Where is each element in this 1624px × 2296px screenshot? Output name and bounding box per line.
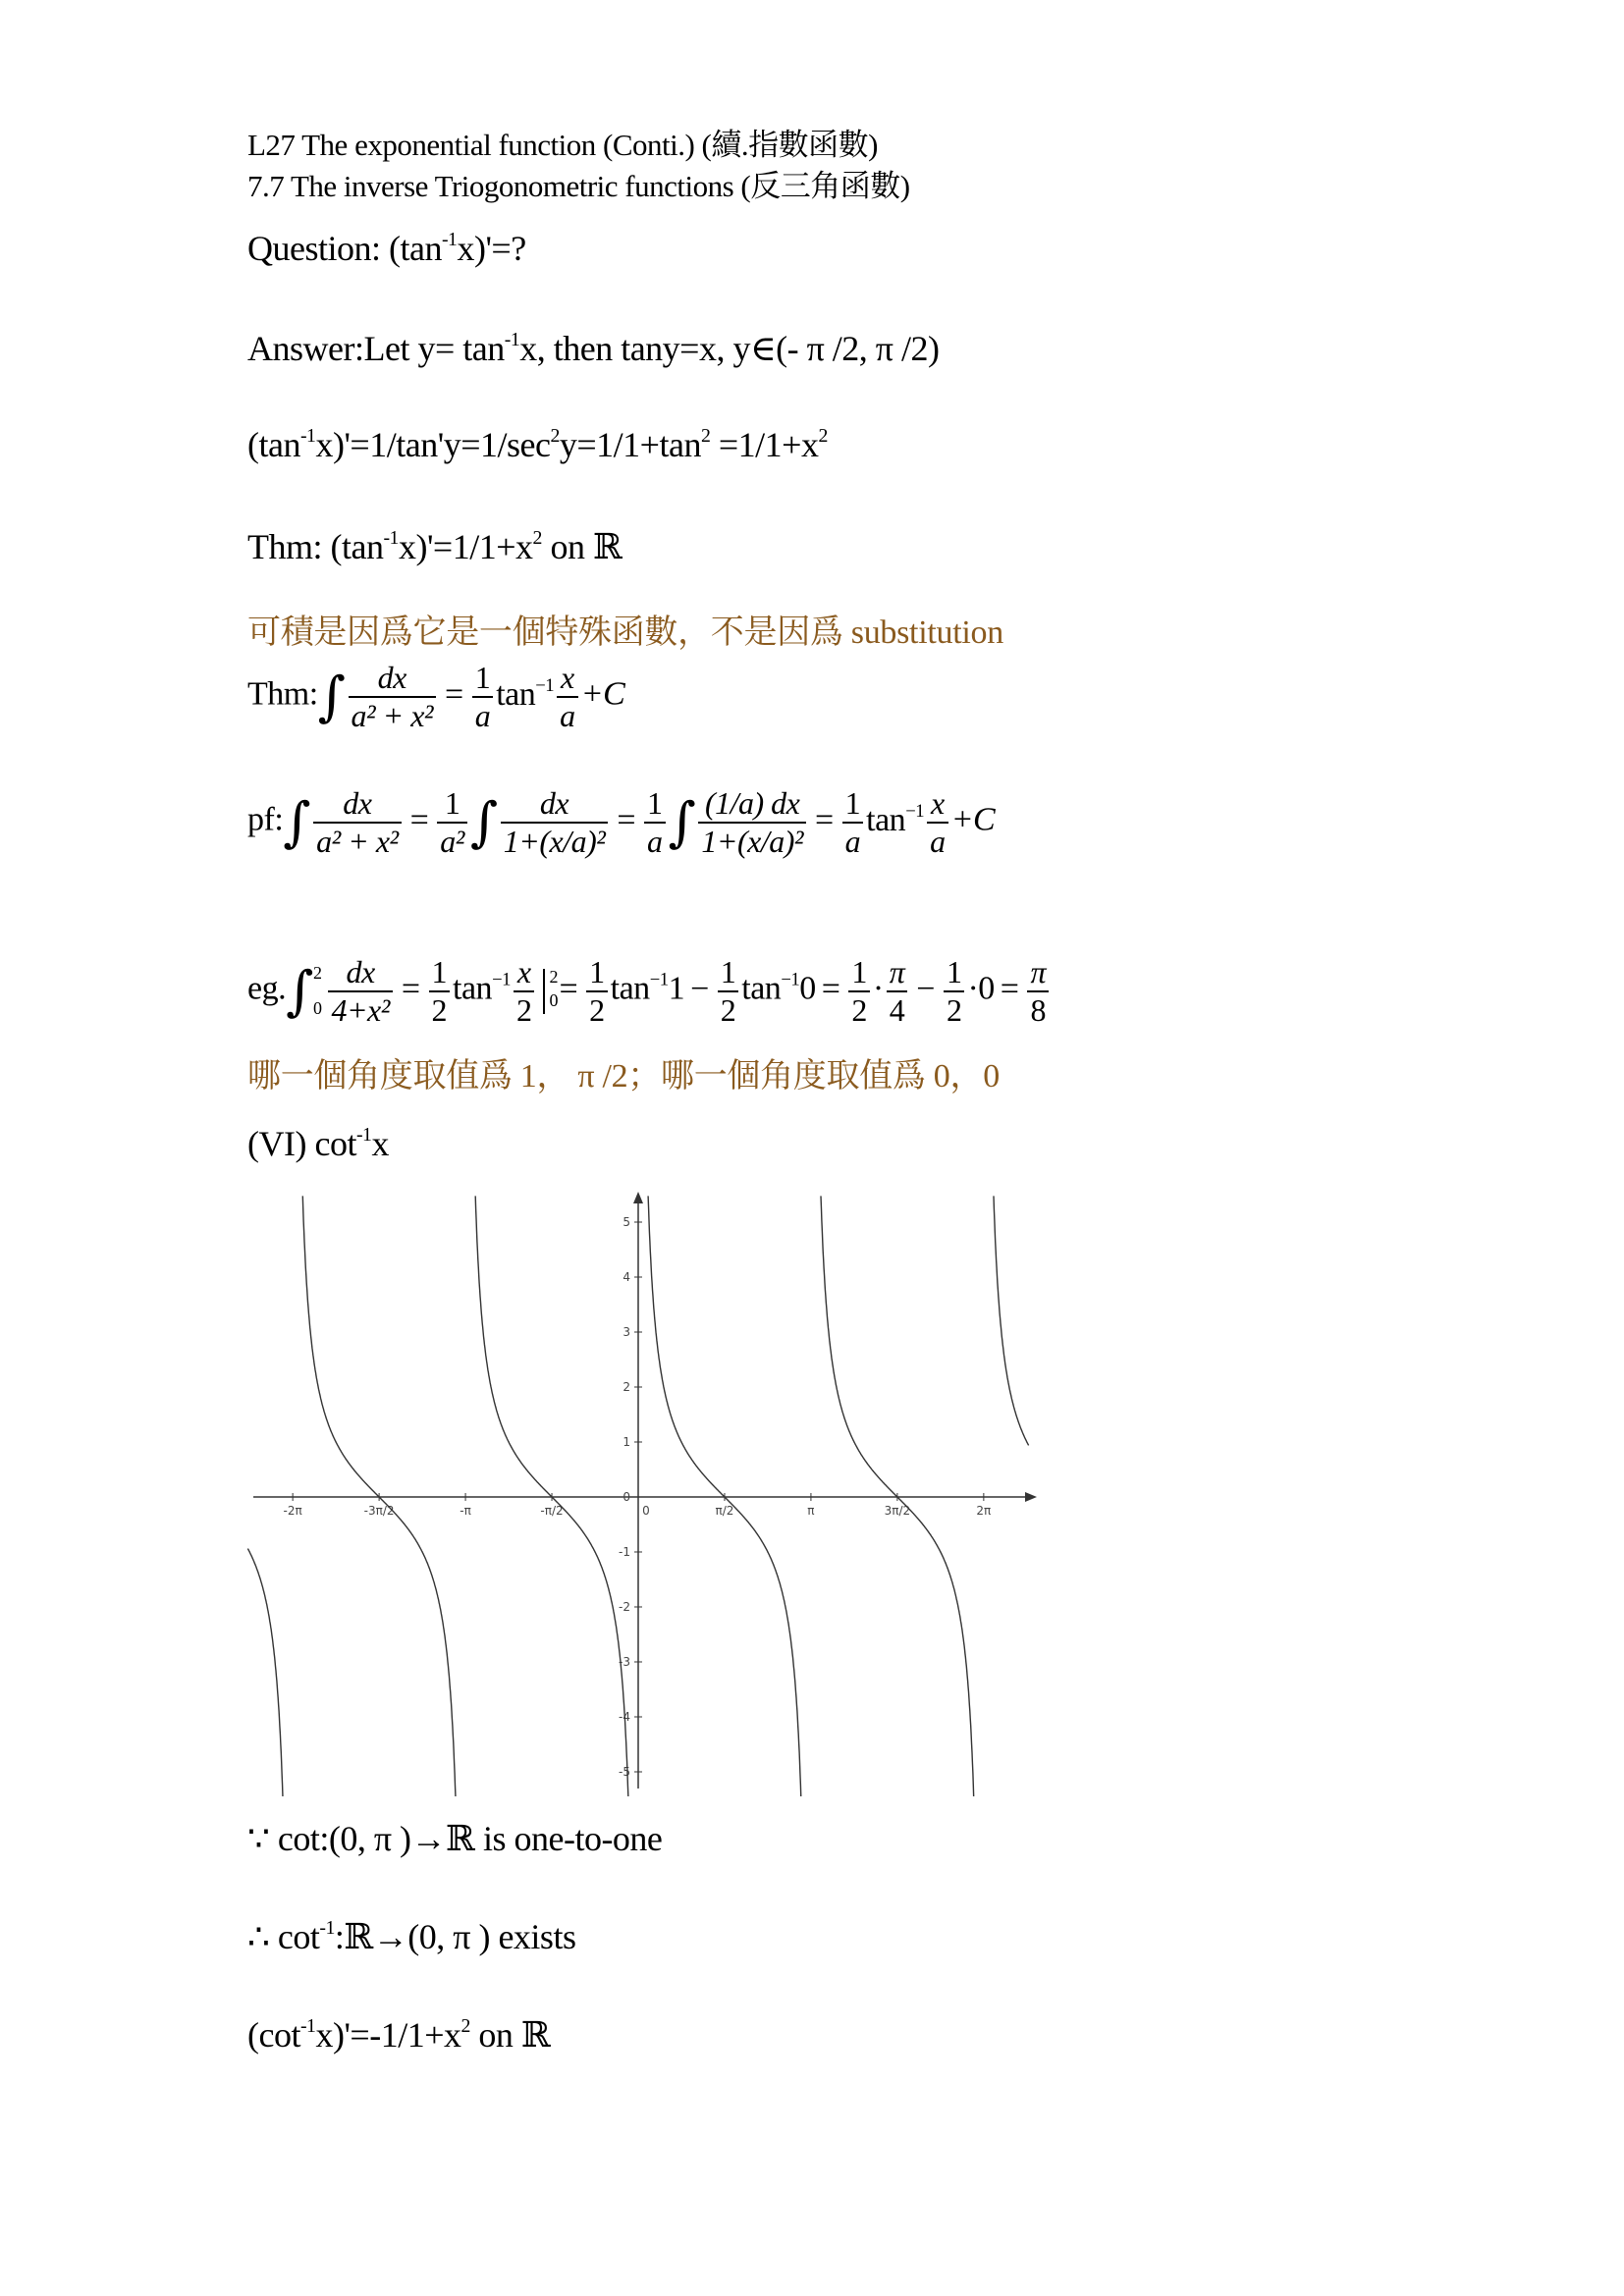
x-tick-label: π/2 xyxy=(715,1504,734,1518)
theorem-2 xyxy=(247,660,624,734)
dot-operator: · xyxy=(872,970,884,1007)
section-vi-sup: -1 xyxy=(355,1124,372,1147)
cot-derivative-text: x)'=-1/1+x xyxy=(315,2015,461,2055)
frac-num: 1 xyxy=(474,660,491,695)
integral-limits xyxy=(313,963,322,1019)
proof-coef-3 xyxy=(842,785,864,860)
upper-limit: 2 xyxy=(312,963,322,984)
theorem-2-integrand xyxy=(349,660,436,734)
therefore-text: :ℝ→(0, π ) exists xyxy=(334,1917,576,1956)
frac-den: 4 xyxy=(887,990,908,1029)
integral-sign: ∫ xyxy=(283,790,311,853)
integral-sign: ∫ xyxy=(286,959,313,1022)
theorem-1 xyxy=(247,526,622,567)
x-tick-label: π xyxy=(807,1504,815,1518)
frac-num: dx xyxy=(346,954,375,989)
derivation-line xyxy=(247,424,828,465)
equals-sign: = xyxy=(409,801,429,838)
equals-sign: = xyxy=(559,970,578,1007)
theorem-2-prefix: Thm: xyxy=(247,675,318,713)
question-prefix: Question: (tan xyxy=(247,229,442,268)
frac-num: (1/a) dx xyxy=(704,785,800,821)
cot-derivative-text: (cot xyxy=(247,2015,300,2055)
minus-sign: − xyxy=(916,970,935,1007)
frac-den: a xyxy=(644,822,666,860)
y-tick-label: 3 xyxy=(623,1325,630,1339)
x-tick-label: 2π xyxy=(976,1504,992,1518)
tan-sup: −1 xyxy=(492,969,511,990)
derivation-text: =1/1+x xyxy=(710,425,819,464)
example-result xyxy=(1027,954,1049,1029)
lecture-title: L27 The exponential function (Conti.) (續.指數函數) xyxy=(247,128,878,162)
theorem-1-text: on ℝ xyxy=(541,527,623,566)
derivation-sup: -1 xyxy=(299,425,316,448)
answer-part2: x, then tany=x, y∈(- π /2, π /2) xyxy=(519,329,940,368)
integral-sign: ∫ xyxy=(668,790,696,853)
evaluation-bar xyxy=(543,966,558,1014)
x-tick-label: 0 xyxy=(642,1504,650,1518)
derivation-text: x)'=1/tan'y=1/sec xyxy=(315,425,551,464)
therefore-text: cot xyxy=(269,1917,320,1956)
answer-sup: -1 xyxy=(504,329,520,351)
frac-num: 1 xyxy=(589,954,605,989)
lower-limit: 0 xyxy=(312,997,322,1018)
frac-den: 1+(x/a)² xyxy=(698,822,806,860)
example-prefix: eg. xyxy=(247,970,287,1007)
frac-den: a² + x² xyxy=(313,822,401,860)
frac-num: 1 xyxy=(844,785,861,821)
example-half xyxy=(848,954,870,1029)
cot-branch xyxy=(821,1196,974,1796)
frac-num: 1 xyxy=(444,785,460,821)
theorem-1-text: x)'=1/1+x xyxy=(398,527,533,566)
proof-line xyxy=(247,785,995,860)
frac-den: 2 xyxy=(848,990,870,1029)
frac-den: a xyxy=(927,822,948,860)
theorem-1-sup: 2 xyxy=(532,527,542,550)
theorem-2-coef xyxy=(472,660,494,734)
frac-den: 2 xyxy=(514,990,535,1029)
example-half xyxy=(944,954,965,1029)
cot-derivative-sup: -1 xyxy=(299,2015,316,2038)
tan-text: tan xyxy=(453,970,493,1007)
because-text: cot:(0, π )→ℝ is one-to-one xyxy=(269,1819,663,1858)
frac-num: dx xyxy=(377,660,406,695)
note-angle-values: 哪一個角度取值爲 1， π /2；哪一個角度取值爲 0，0 xyxy=(247,1058,1000,1095)
example-half xyxy=(586,954,608,1029)
cot-branch xyxy=(648,1196,801,1796)
proof-coef-2 xyxy=(644,785,666,860)
frac-num: dx xyxy=(539,785,569,821)
therefore-symbol: ∴ xyxy=(247,1917,270,1956)
proof-frac-2 xyxy=(501,785,609,860)
equals-sign: = xyxy=(821,970,840,1007)
y-tick-label: -2 xyxy=(619,1600,630,1614)
frac-den: a xyxy=(842,822,864,860)
example-line xyxy=(247,954,1052,1029)
derivation-text: y=1/1+tan xyxy=(559,425,701,464)
y-tick-label: 2 xyxy=(623,1380,630,1394)
frac-den: a² + x² xyxy=(349,696,436,734)
tan-text: tan xyxy=(610,970,650,1007)
frac-num: x xyxy=(930,785,945,821)
x-tick-label: -2π xyxy=(283,1504,302,1518)
frac-num: 1 xyxy=(720,954,736,989)
frac-num: π xyxy=(889,954,905,989)
tan-inverse: $\tan^{-1}$ xyxy=(496,674,555,713)
equals-sign: = xyxy=(617,801,636,838)
x-tick-label: 3π/2 xyxy=(884,1504,911,1518)
integral-sign: ∫ xyxy=(317,665,346,727)
because-symbol: ∵ xyxy=(247,1819,270,1858)
note-integrable: 可積是因爲它是一個特殊函數，不是因爲 substitution xyxy=(247,614,1003,651)
question-suffix: x)'=? xyxy=(457,229,526,268)
cot-graph xyxy=(245,1188,1041,1796)
derivation-sup: 2 xyxy=(550,425,560,448)
y-tick-label: -4 xyxy=(619,1710,630,1724)
section-title: 7.7 The inverse Triogonometric functions (反三角函數) xyxy=(247,169,910,203)
answer-part1: Answer:Let y= tan xyxy=(247,329,505,368)
cot-derivative-sup: 2 xyxy=(460,2015,470,2038)
therefore-sup: -1 xyxy=(319,1917,335,1940)
tan-sup: −1 xyxy=(781,969,800,990)
bar-lower: 0 xyxy=(549,989,558,1010)
question-sup: -1 xyxy=(441,229,458,251)
frac-den: a xyxy=(472,696,494,734)
frac-num: x xyxy=(516,954,531,989)
minus-sign: − xyxy=(690,970,709,1007)
proof-coef-1 xyxy=(437,785,467,860)
frac-den: 8 xyxy=(1027,990,1049,1029)
frac-den: 1+(x/a)² xyxy=(501,822,609,860)
equals-sign: = xyxy=(401,970,420,1007)
section-vi-text: (VI) cot xyxy=(247,1124,356,1163)
x-axis-arrow xyxy=(1025,1492,1037,1502)
integral-sign: ∫ xyxy=(469,790,498,853)
section-vi-title xyxy=(247,1123,389,1164)
derivation-sup: 2 xyxy=(700,425,711,448)
example-arg xyxy=(514,954,535,1029)
frac-num: 1 xyxy=(431,954,448,989)
frac-den: 2 xyxy=(718,990,739,1029)
frac-num: dx xyxy=(343,785,372,821)
frac-den: 4+x² xyxy=(328,990,392,1029)
cot-branch xyxy=(475,1196,628,1796)
x-tick-label: -π xyxy=(460,1504,471,1518)
y-tick-label: -5 xyxy=(619,1765,630,1779)
y-tick-label: 4 xyxy=(623,1270,630,1284)
section-vi-text: x xyxy=(371,1124,389,1163)
y-tick-label: -1 xyxy=(619,1545,630,1559)
cot-branch xyxy=(994,1196,1029,1445)
y-tick-label: 0 xyxy=(623,1490,630,1504)
tan-text: tan xyxy=(741,970,782,1007)
plus-constant: +C xyxy=(580,675,625,713)
derivation-sup: 2 xyxy=(818,425,828,448)
frac-num: 1 xyxy=(647,785,663,821)
tan-inverse: $\tan^{-1}$ xyxy=(866,800,925,838)
answer-line xyxy=(247,328,939,369)
equals-sign: = xyxy=(1000,970,1019,1007)
y-tick-label: 1 xyxy=(623,1435,630,1449)
example-pi-four xyxy=(887,954,908,1029)
frac-num: x xyxy=(561,660,574,695)
tan-sup: −1 xyxy=(649,969,669,990)
cot-derivative-line xyxy=(247,2014,550,2056)
theorem-1-sup: -1 xyxy=(383,527,399,550)
question-line xyxy=(247,228,526,269)
frac-den: a xyxy=(557,696,578,734)
y-tick-label: 5 xyxy=(623,1215,630,1229)
plus-constant: +C xyxy=(950,801,996,838)
bar-upper: 2 xyxy=(549,966,558,987)
theorem-2-arg xyxy=(557,660,578,734)
graph-axes xyxy=(253,1192,1037,1789)
proof-frac-1 xyxy=(313,785,401,860)
proof-prefix: pf: xyxy=(247,801,284,838)
equals-sign: = xyxy=(814,801,834,838)
frac-den: 2 xyxy=(944,990,965,1029)
example-half xyxy=(718,954,739,1029)
because-line xyxy=(247,1818,662,1859)
x-tick-label: -π/2 xyxy=(540,1504,564,1518)
frac-num: 1 xyxy=(946,954,962,989)
y-axis-arrow xyxy=(633,1192,643,1203)
equals-sign: = xyxy=(445,675,463,713)
theorem-1-text: Thm: (tan xyxy=(247,527,384,566)
therefore-line xyxy=(247,1916,575,1957)
tan-argument: 1 xyxy=(668,970,685,1007)
frac-num: π xyxy=(1030,954,1046,989)
example-integrand xyxy=(328,954,392,1029)
y-tick-label: -3 xyxy=(619,1655,630,1669)
frac-den: a² xyxy=(437,822,467,860)
derivation-text: (tan xyxy=(247,425,300,464)
proof-arg xyxy=(927,785,948,860)
frac-den: 2 xyxy=(586,990,608,1029)
cot-branch xyxy=(247,1549,283,1796)
cot-derivative-text: on ℝ xyxy=(469,2015,551,2055)
dot-zero: ·0 xyxy=(967,970,995,1007)
frac-num: 1 xyxy=(851,954,867,989)
tan-argument: 0 xyxy=(799,970,816,1007)
frac-den: 2 xyxy=(429,990,451,1029)
cot-branch xyxy=(302,1196,456,1796)
proof-frac-3 xyxy=(698,785,806,860)
x-tick-label: -3π/2 xyxy=(363,1504,395,1518)
example-half xyxy=(429,954,451,1029)
